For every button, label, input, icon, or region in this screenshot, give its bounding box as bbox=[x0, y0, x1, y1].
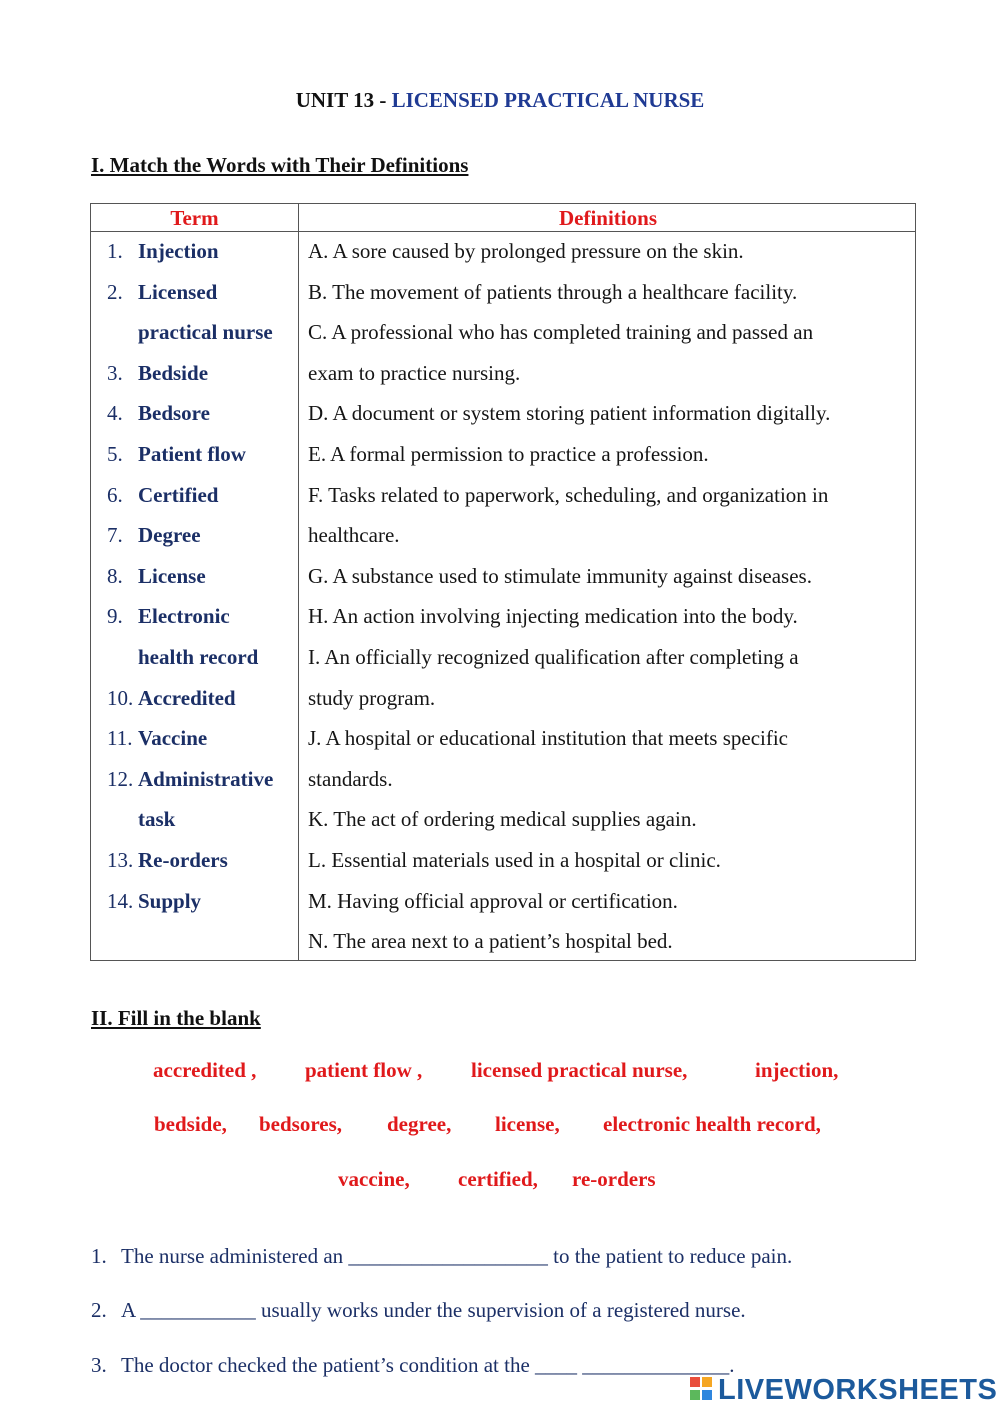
definition-line: standards. bbox=[308, 766, 393, 791]
term-text: Injection bbox=[138, 239, 219, 263]
question-number: 3. bbox=[91, 1353, 107, 1377]
definition-line: K. The act of ordering medical supplies again. bbox=[308, 807, 697, 832]
term-number: 9. bbox=[107, 604, 123, 629]
term-text: Vaccine bbox=[138, 726, 208, 751]
question-1 bbox=[91, 1244, 792, 1269]
definition-line: study program. bbox=[308, 685, 436, 710]
word-bank-item: bedside, bbox=[154, 1112, 227, 1136]
definition-line: H. An action involving injecting medication into the body. bbox=[308, 604, 798, 629]
term-row bbox=[91, 475, 298, 516]
definition-line: L. Essential materials used in a hospital or clinic. bbox=[308, 847, 721, 872]
word-bank-item: accredited , bbox=[153, 1058, 257, 1082]
word-bank-item: patient flow , bbox=[305, 1058, 423, 1082]
word-bank-item: electronic health record, bbox=[603, 1112, 821, 1136]
definition-line: G. A substance used to stimulate immunity against diseases. bbox=[308, 563, 812, 588]
term-row bbox=[91, 556, 298, 597]
question-text: A ___________ usually works under the supervision of a registered nurse. bbox=[121, 1298, 746, 1322]
title-prefix: UNIT 13 - bbox=[295, 88, 392, 112]
question-text: The nurse administered an ___________________ to the patient to reduce pain. bbox=[121, 1244, 793, 1268]
word-bank-item: injection, bbox=[755, 1058, 839, 1082]
term-row bbox=[91, 718, 298, 759]
definition-line: F. Tasks related to paperwork, scheduling, and organization in bbox=[308, 482, 829, 507]
term-row bbox=[91, 353, 298, 394]
liveworksheets-logo-icon bbox=[690, 1375, 714, 1405]
term-number: 2. bbox=[107, 279, 123, 304]
term-row bbox=[91, 272, 298, 313]
term-text: Accredited bbox=[138, 685, 236, 710]
terms-column bbox=[91, 231, 298, 921]
term-number: 12. bbox=[107, 766, 134, 791]
term-row bbox=[91, 596, 298, 637]
term-text: Bedsore bbox=[138, 401, 210, 426]
question-number: 1. bbox=[91, 1244, 107, 1268]
definition-line: E. A formal permission to practice a profession. bbox=[308, 441, 709, 466]
term-number: 10. bbox=[107, 685, 134, 710]
question-3 bbox=[91, 1353, 735, 1378]
term-row bbox=[91, 637, 298, 678]
word-bank-item: bedsores, bbox=[259, 1112, 343, 1136]
term-row bbox=[91, 678, 298, 719]
term-text: Bedside bbox=[138, 360, 209, 385]
term-text: License bbox=[138, 563, 206, 588]
term-number: 1. bbox=[107, 239, 123, 263]
definition-line: I. An officially recognized qualification after completing a bbox=[308, 644, 799, 669]
word-bank-item: certified, bbox=[458, 1167, 538, 1191]
word-bank-item: vaccine, bbox=[338, 1167, 410, 1191]
word-bank-item: re-orders bbox=[572, 1167, 656, 1191]
term-text: Administrative bbox=[138, 766, 274, 791]
term-row bbox=[91, 515, 298, 556]
term-text: Degree bbox=[138, 523, 201, 548]
word-bank-item: license, bbox=[495, 1112, 560, 1136]
term-number: 6. bbox=[107, 482, 123, 507]
term-text: Patient flow bbox=[138, 441, 246, 466]
term-number: 3. bbox=[107, 360, 123, 385]
question-number: 2. bbox=[91, 1298, 107, 1322]
term-text: Licensed bbox=[138, 279, 218, 304]
definitions-column bbox=[308, 231, 908, 962]
term-text: Electronic bbox=[138, 604, 230, 629]
question-text: The doctor checked the patient’s condition at the ____ ______________. bbox=[121, 1353, 735, 1377]
liveworksheets-logo-text: LIVEWORKSHEETS bbox=[718, 1373, 998, 1406]
term-text: Certified bbox=[138, 482, 219, 507]
section-heading-match: I. Match the Words with Their Definitions bbox=[91, 153, 469, 177]
term-row bbox=[91, 759, 298, 800]
term-number: 5. bbox=[107, 441, 123, 466]
term-row bbox=[91, 434, 298, 475]
term-row bbox=[91, 231, 298, 272]
term-number: 11. bbox=[107, 726, 133, 751]
title-main: LICENSED PRACTICAL NURSE bbox=[391, 88, 705, 112]
term-text: practical nurse bbox=[138, 320, 273, 345]
definition-line: N. The area next to a patient’s hospital bed. bbox=[308, 929, 673, 954]
matching-table bbox=[90, 203, 916, 961]
term-text: Supply bbox=[138, 888, 202, 913]
term-row bbox=[91, 312, 298, 353]
term-row bbox=[91, 393, 298, 434]
section-heading-fill: II. Fill in the blank bbox=[91, 1006, 261, 1030]
definition-line: exam to practice nursing. bbox=[308, 360, 521, 385]
column-divider bbox=[298, 204, 299, 960]
term-text: Re-orders bbox=[138, 847, 228, 872]
term-number: 4. bbox=[107, 401, 123, 426]
definitions-header: Definitions bbox=[558, 206, 657, 230]
definition-line: healthcare. bbox=[308, 523, 400, 548]
term-row bbox=[91, 799, 298, 840]
term-number: 13. bbox=[107, 847, 134, 872]
definition-line: J. A hospital or educational institution that meets specific bbox=[308, 726, 788, 751]
definition-line: M. Having official approval or certification. bbox=[308, 888, 678, 913]
term-number: 8. bbox=[107, 563, 123, 588]
page-title bbox=[0, 88, 1000, 113]
term-number: 14. bbox=[107, 888, 134, 913]
term-number: 7. bbox=[107, 523, 123, 548]
definition-line: C. A professional who has completed training and passed an bbox=[308, 320, 814, 345]
term-row bbox=[91, 840, 298, 881]
term-header: Term bbox=[170, 206, 219, 230]
word-bank-item: degree, bbox=[387, 1112, 452, 1136]
liveworksheets-logo bbox=[690, 1372, 997, 1408]
word-bank-item: licensed practical nurse, bbox=[471, 1058, 688, 1082]
definition-line: B. The movement of patients through a healthcare facility. bbox=[308, 279, 798, 304]
term-row bbox=[91, 881, 298, 922]
question-2 bbox=[91, 1298, 746, 1323]
term-text: task bbox=[138, 807, 176, 832]
definition-line: A. A sore caused by prolonged pressure on the skin. bbox=[308, 239, 744, 263]
definition-line: D. A document or system storing patient information digitally. bbox=[308, 401, 831, 426]
term-text: health record bbox=[138, 644, 259, 669]
